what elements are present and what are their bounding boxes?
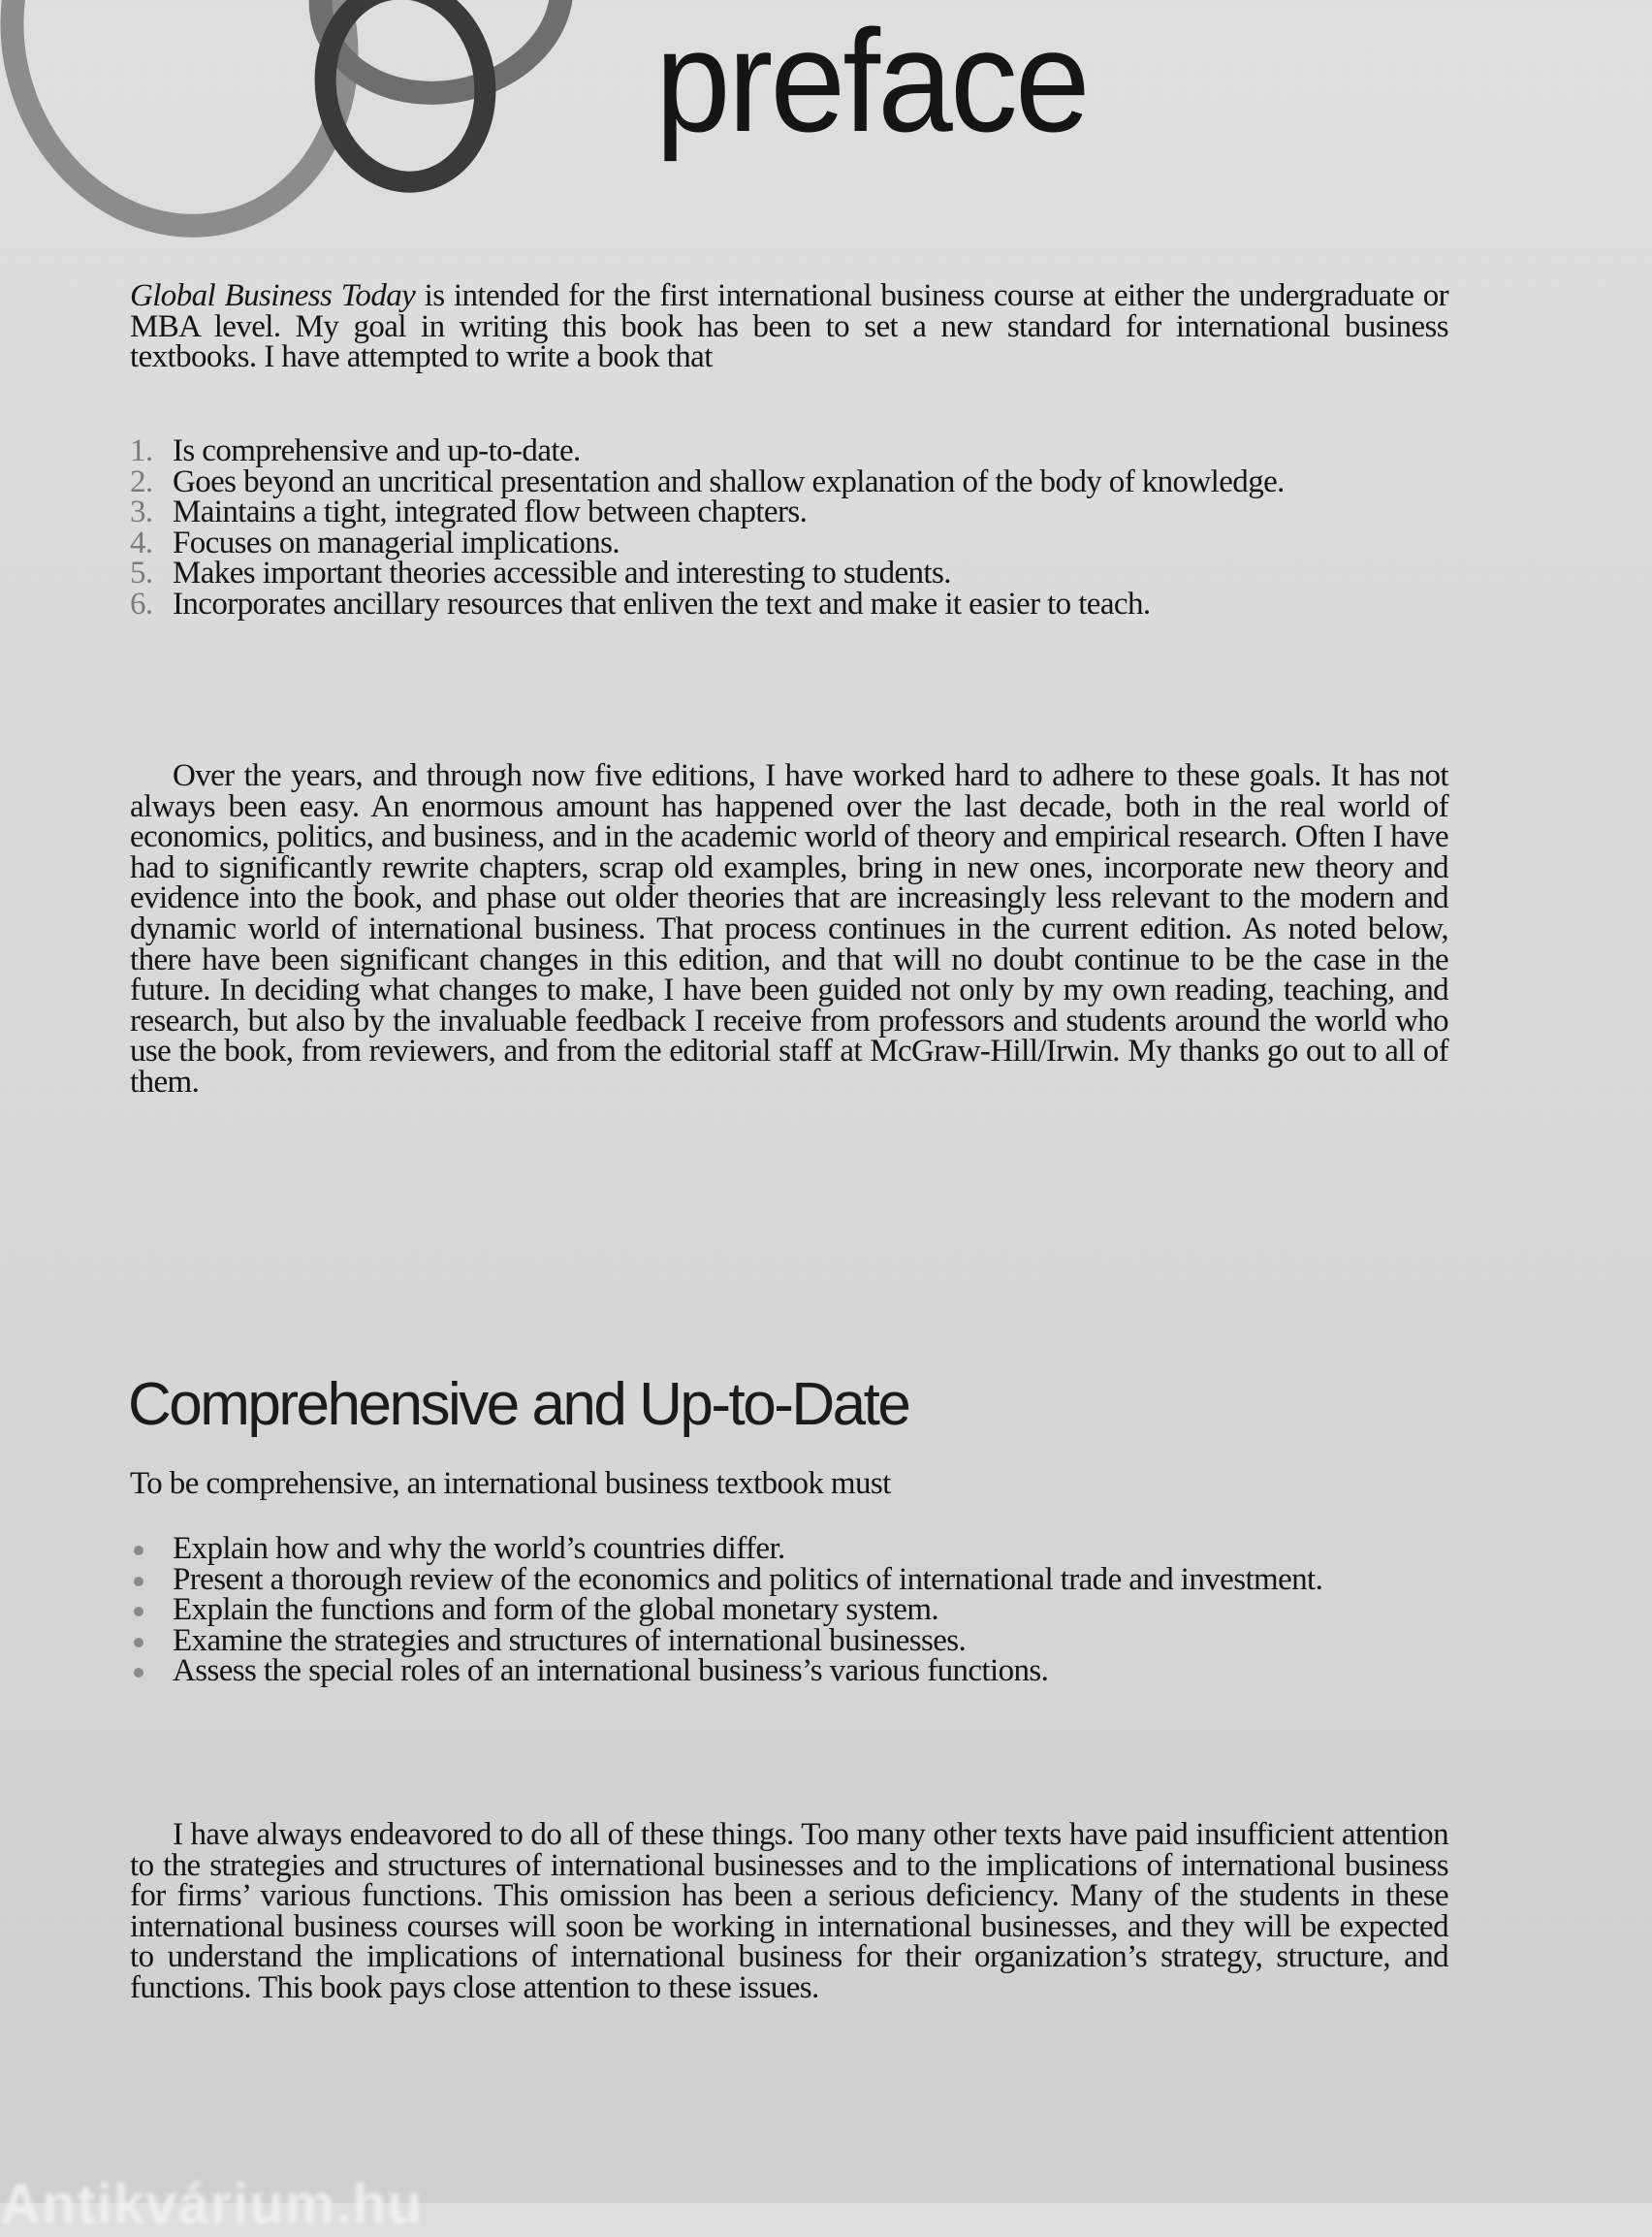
list-item-text: Maintains a tight, integrated flow between chapters. <box>173 495 808 530</box>
book-title: Global Business Today <box>130 278 416 313</box>
bullet-icon <box>134 1577 143 1586</box>
list-item <box>130 586 1458 622</box>
section-intro: To be comprehensive, an international business textbook must <box>130 1466 891 1501</box>
list-item-text: Focuses on managerial implications. <box>173 525 620 560</box>
list-item <box>130 1561 1458 1597</box>
editions-paragraph: Over the years, and through now five editions, I have worked hard to adhere to these goals. It has not always been easy. An enormous amount has happened over the last decade, both in the real world of economics, politics, and business, and in the academic world of theory and empirical research. Often I have had to significantly rewrite chapters, scrap old examples, bring in new ones, incorporate new theory and evidence into the book, and phase out older theories that are increasingly less relevant to the modern and dynamic world of international business. That process continues in the current edition. As noted below, there have been significant changes in this edition, and that will no doubt continue to be the case in the future. In deciding what changes to make, I have been guided not only by my own reading, teaching, and research, but also by the invaluable feedback I receive from professors and students around the world who use the book, from reviewers, and from the editorial staff at McGraw-Hill/Irwin. My thanks go out to all of them. <box>130 758 1448 1100</box>
decorative-rings-icon <box>0 0 679 310</box>
list-item-text: Examine the strategies and structures of international businesses. <box>173 1622 967 1658</box>
bullet-icon <box>134 1607 143 1616</box>
list-item-text: Explain how and why the world’s countries differ. <box>173 1531 785 1566</box>
list-item-text: Incorporates ancillary resources that enliven the text and make it easier to teach. <box>173 586 1151 622</box>
bullet-icon <box>134 1638 143 1647</box>
watermark: Antikvárium.hu <box>0 2173 424 2236</box>
intro-paragraph <box>130 278 1448 375</box>
list-item <box>130 525 1458 560</box>
requirements-list <box>130 1531 1458 1689</box>
list-item-text: Present a thorough review of the economics and politics of international trade and investment. <box>173 1561 1323 1597</box>
list-number: 6. <box>130 586 153 622</box>
list-item <box>130 463 1458 499</box>
list-number: 2. <box>130 463 153 499</box>
list-item <box>130 556 1458 591</box>
list-item <box>130 1592 1458 1628</box>
list-item-text: Makes important theories accessible and interesting to students. <box>173 556 951 591</box>
list-item <box>130 1622 1458 1658</box>
list-number: 5. <box>130 556 153 591</box>
list-number: 4. <box>130 525 153 560</box>
list-number: 1. <box>130 433 153 468</box>
intro-text: is intended for the first international business course at either the undergraduate or MBA level. My goal in writing this book has been to set a new standard for international business textbooks. I have attempted to write a book that <box>130 278 1448 375</box>
section-heading: Comprehensive and Up-to-Date <box>128 1371 909 1438</box>
list-item-text: Explain the functions and form of the global monetary system. <box>173 1592 939 1628</box>
closing-paragraph: I have always endeavored to do all of these things. Too many other texts have paid insufficient attention to the strategies and structures of international businesses and to the implications of international business for firms’ various functions. This omission has been a serious deficiency. Many of the students in these international business courses will soon be working in international businesses, and they will be expected to understand the implications of international business for their organization’s strategy, structure, and functions. This book pays close attention to these issues. <box>130 1817 1448 2005</box>
list-item <box>130 1653 1458 1689</box>
list-item-text: Is comprehensive and up-to-date. <box>173 433 581 468</box>
list-item <box>130 433 1458 468</box>
list-number: 3. <box>130 495 153 530</box>
list-item <box>130 1531 1458 1566</box>
list-item-text: Goes beyond an uncritical presentation and shallow explanation of the body of knowledge. <box>173 463 1285 499</box>
bullet-icon <box>134 1668 143 1678</box>
list-item <box>130 497 1458 528</box>
page-title: preface <box>655 0 1088 162</box>
list-item-text: Assess the special roles of an international business’s various functions. <box>173 1653 1049 1689</box>
bullet-icon <box>134 1546 143 1555</box>
goals-list <box>130 433 1458 622</box>
